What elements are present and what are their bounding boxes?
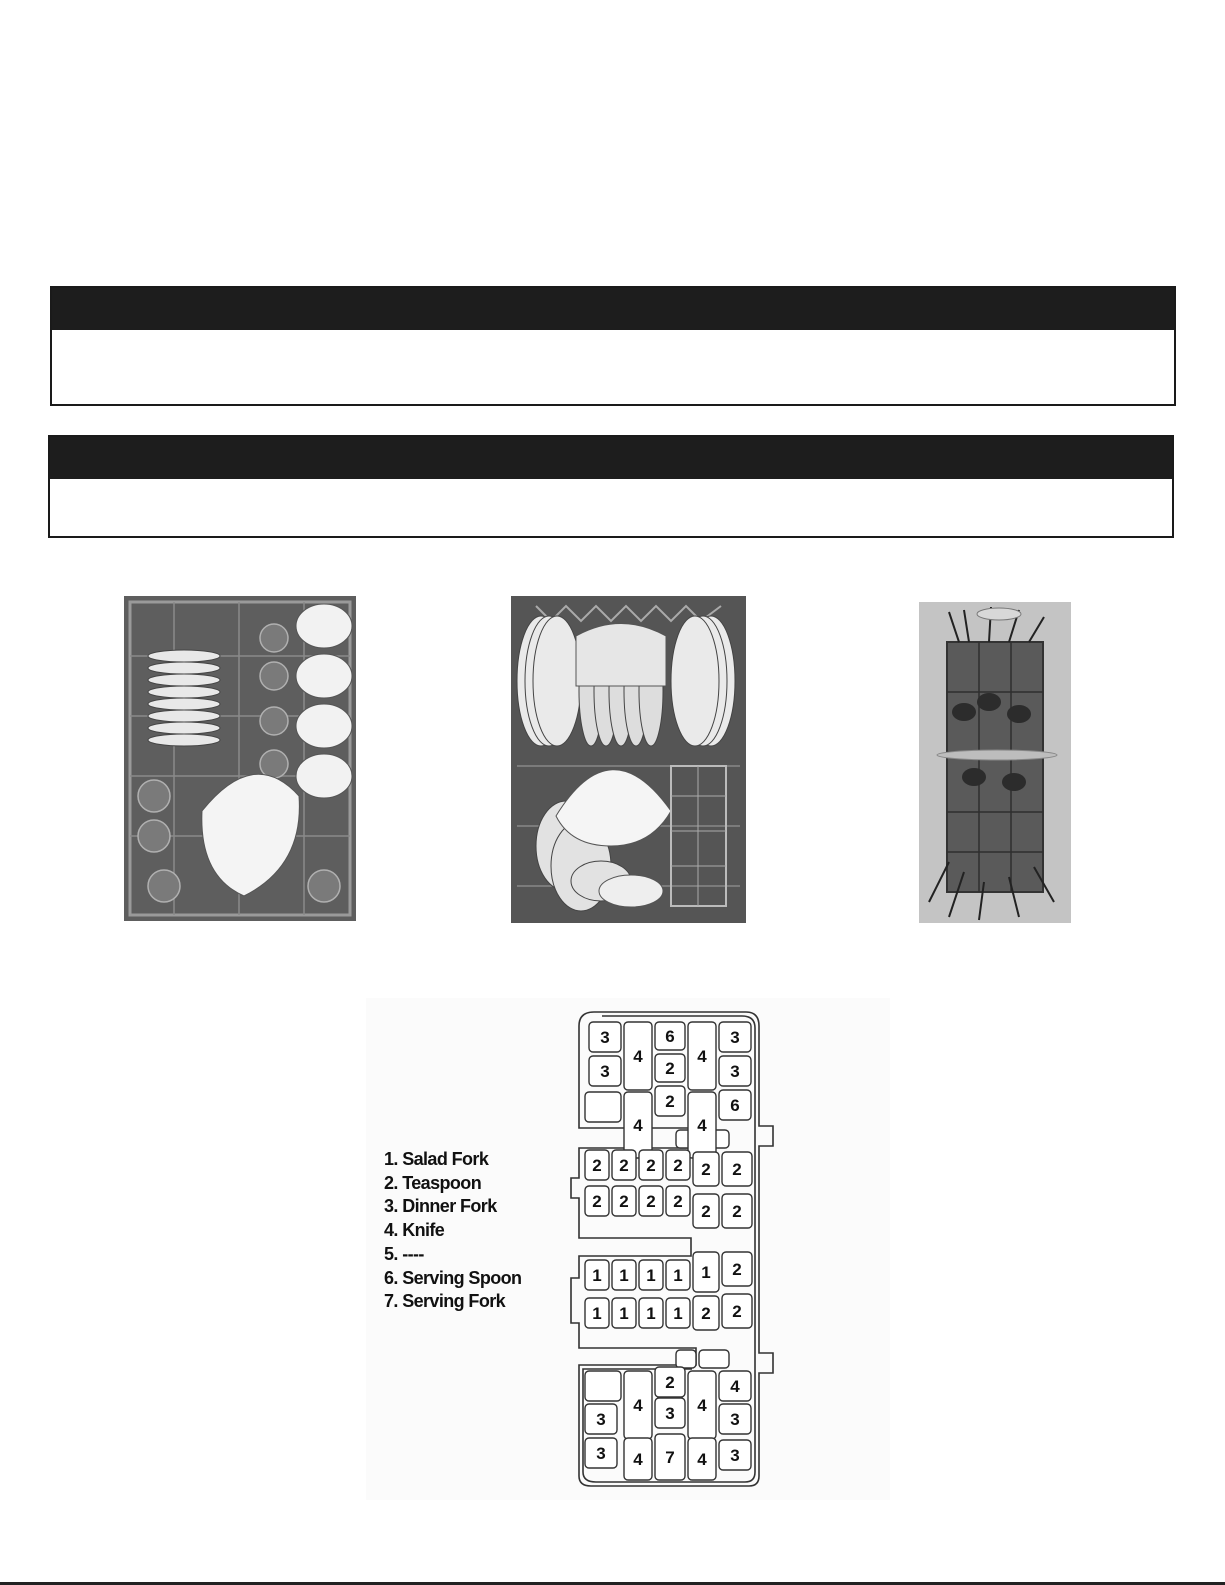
basket-slot-label: 2	[665, 1373, 675, 1392]
cutlery-legend	[384, 1148, 521, 1314]
basket-slot-label: 1	[646, 1266, 656, 1285]
basket-slot-label: 2	[732, 1302, 742, 1321]
basket-slot-label: 1	[673, 1304, 683, 1323]
basket-slot-label: 3	[600, 1028, 610, 1047]
cutlery-basket-photo	[919, 602, 1071, 923]
basket-slot-empty	[585, 1092, 621, 1122]
basket-slot-label: 4	[633, 1450, 643, 1469]
basket-slot-label: 2	[701, 1304, 711, 1323]
basket-slot-label: 1	[592, 1266, 602, 1285]
notice-box-1	[50, 286, 1176, 406]
basket-slot-label: 2	[646, 1156, 656, 1175]
basket-slot-label: 7	[665, 1448, 675, 1467]
basket-slot-label: 2	[665, 1092, 675, 1111]
basket-slot-label: 2	[701, 1202, 711, 1221]
basket-slot-empty	[699, 1350, 729, 1368]
basket-slot-label: 2	[665, 1059, 675, 1078]
lower-rack-photo	[511, 596, 746, 923]
legend-item-serving-spoon: 6. Serving Spoon	[384, 1267, 522, 1288]
basket-slot-empty	[585, 1371, 621, 1401]
basket-slot-label: 4	[633, 1116, 643, 1135]
basket-slot-label: 4	[730, 1377, 740, 1396]
basket-slot-label: 1	[701, 1263, 711, 1282]
basket-slot-label: 2	[732, 1160, 742, 1179]
basket-slot-label: 3	[665, 1404, 675, 1423]
basket-slot-empty	[676, 1350, 696, 1368]
notice-box-2	[48, 435, 1174, 538]
basket-slot-label: 4	[697, 1396, 707, 1415]
basket-slot-label: 4	[633, 1047, 643, 1066]
basket-slot-label: 3	[596, 1444, 606, 1463]
legend-item-serving-fork: 7. Serving Fork	[384, 1291, 506, 1312]
notice-box-1-header	[52, 288, 1174, 330]
basket-slot-label: 2	[673, 1156, 683, 1175]
basket-slot-label: 4	[633, 1396, 643, 1415]
basket-slot-label: 4	[697, 1047, 707, 1066]
basket-slot-label: 4	[697, 1450, 707, 1469]
basket-slot-label: 6	[730, 1096, 740, 1115]
legend-item-5: 5. ----	[384, 1243, 424, 1264]
basket-slot-label: 2	[732, 1202, 742, 1221]
basket-slots	[585, 1022, 752, 1480]
legend-item-salad-fork: 1. Salad Fork	[384, 1149, 489, 1169]
upper-rack-photo	[124, 596, 356, 921]
basket-slot-label: 6	[665, 1027, 675, 1046]
basket-slot-label: 2	[619, 1192, 629, 1211]
basket-slot-label: 3	[730, 1410, 740, 1429]
basket-slot-label: 2	[673, 1192, 683, 1211]
legend-item-knife: 4. Knife	[384, 1220, 445, 1241]
basket-slot-label: 3	[596, 1410, 606, 1429]
basket-slot-label: 2	[732, 1260, 742, 1279]
basket-slot-label: 3	[730, 1028, 740, 1047]
notice-box-2-header	[50, 437, 1172, 479]
basket-slot-label: 3	[600, 1062, 610, 1081]
legend-item-teaspoon: 2. Teaspoon	[384, 1172, 482, 1193]
basket-slot-label: 2	[646, 1192, 656, 1211]
basket-slot-label: 1	[646, 1304, 656, 1323]
basket-slot-label: 2	[619, 1156, 629, 1175]
basket-slot-label: 1	[619, 1304, 629, 1323]
legend-item-dinner-fork: 3. Dinner Fork	[384, 1196, 497, 1217]
basket-slot-label: 4	[697, 1116, 707, 1135]
basket-slot-label: 2	[592, 1192, 602, 1211]
basket-slot-label: 3	[730, 1446, 740, 1465]
basket-slot-label: 1	[592, 1304, 602, 1323]
basket-slot-label: 1	[673, 1266, 683, 1285]
basket-slot-label: 2	[701, 1160, 711, 1179]
basket-slot-label: 3	[730, 1062, 740, 1081]
basket-slot-label: 2	[592, 1156, 602, 1175]
basket-slot-label: 1	[619, 1266, 629, 1285]
